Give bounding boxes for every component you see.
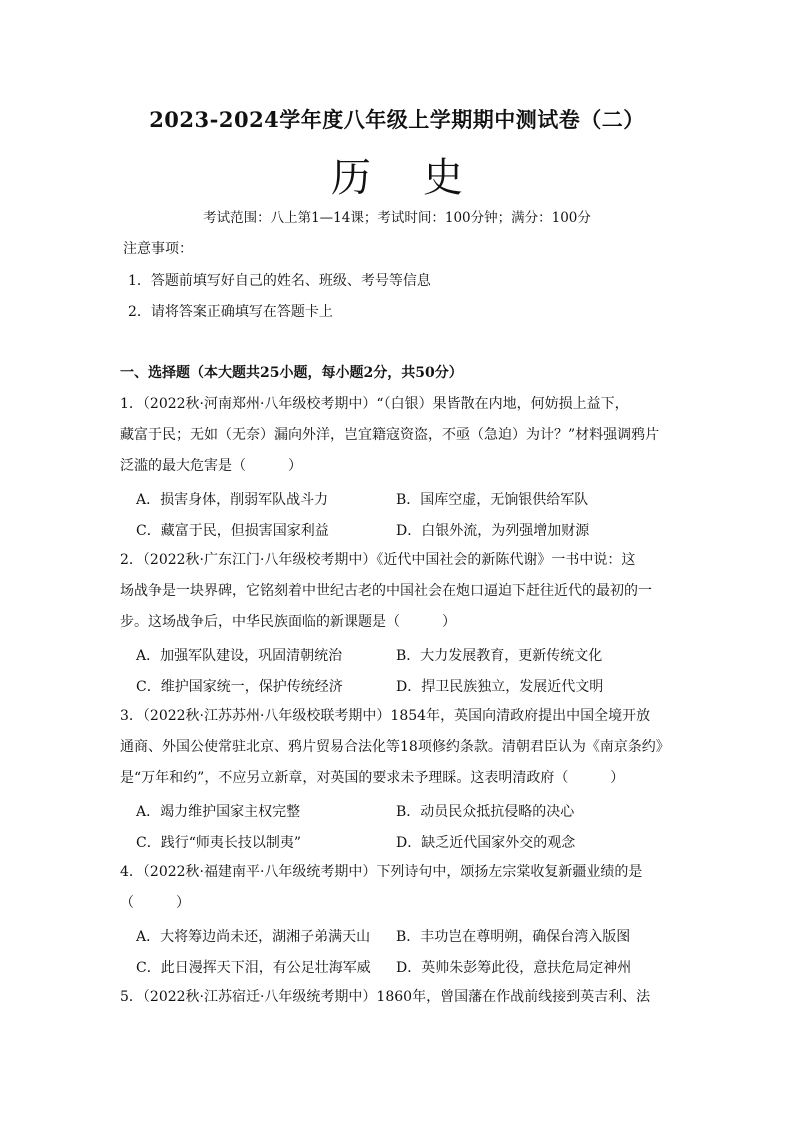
option-a: A．大将筹边尚未还，湖湘子弟满天山 <box>136 929 371 945</box>
option-c: C．此日漫挥天下泪，有公足壮海军威 <box>136 960 371 976</box>
option-c: C．践行“师夷长技以制夷” <box>136 835 302 851</box>
notice-heading: 注意事项： <box>123 241 193 257</box>
question-text-line: 2．（2022秋·广东江门·八年级校考期中）《近代中国社会的新陈代谢》一书中说：这 <box>120 552 636 568</box>
notice-item: 2．请将答案正确填写在答题卡上 <box>128 304 333 320</box>
option-d: D．捍卫民族独立，发展近代文明 <box>396 679 604 695</box>
option-a: A．加强军队建设，巩固清朝统治 <box>136 648 343 664</box>
option-b: B．国库空虚，无饷银供给军队 <box>396 492 589 508</box>
question-text-line: 5．（2022秋·江苏宿迁·八年级统考期中）1860年，曾国藩在作战前线接到英吉利、法 <box>120 989 651 1005</box>
option-b: B．动员民众抵抗侵略的决心 <box>396 804 575 820</box>
question-text-line: 是“万年和约”，不应另立新章，对英国的要求未予理睬。这表明清政府（ ） <box>120 770 625 786</box>
option-d: D．白银外流，为列强增加财源 <box>396 523 590 539</box>
option-c: C．藏富于民，但损害国家利益 <box>136 523 329 539</box>
section-heading: 一、选择题（本大题共25小题，每小题2分，共50分） <box>120 365 463 381</box>
question-text-line: 4．（2022秋·福建南平·八年级统考期中）下列诗句中，颂扬左宗棠收复新疆业绩的是 <box>120 864 643 880</box>
option-b: B．丰功岂在尊明朔，确保台湾入版图 <box>396 929 631 945</box>
question-text-line: 场战争是一块界碑，它铭刻着中世纪古老的中国社会在炮口逼迫下赶往近代的最初的一 <box>120 583 652 599</box>
option-d: D．英帅朱彭筹此役，意扶危局定神州 <box>396 960 632 976</box>
question-text-line: 3．（2022秋·江苏苏州·八年级校联考期中）1854年，英国向清政府提出中国全境开放 <box>120 708 651 724</box>
question-text-line: 步。这场战争后，中华民族面临的新课题是（ ） <box>120 614 456 630</box>
option-d: D．缺乏近代国家外交的观念 <box>396 835 576 851</box>
option-a: A．损害身体，削弱军队战斗力 <box>136 492 329 508</box>
notice-item: 1．答题前填写好自己的姓名、班级、考号等信息 <box>128 273 431 289</box>
question-text-line: 藏富于民；无如（无奈）漏向外洋，岂宜籍寇资盗，不亟（急迫）为计？”材料强调鸦片 <box>120 427 660 443</box>
exam-info: 考试范围：八上第1—14课；考试时间：100分钟；满分：100分 <box>203 210 591 226</box>
question-text-line: 泛滥的最大危害是（ ） <box>120 458 302 474</box>
question-text-line: 1．（2022秋·河南郑州·八年级校考期中）“（白银）果皆散在内地，何妨损上益下， <box>120 396 629 412</box>
exam-title: 2023-2024学年度八年级上学期期中测试卷（二） <box>149 107 645 132</box>
subject-title: 历史 <box>331 155 515 201</box>
question-text-line: 通商、外国公使常驻北京、鸦片贸易合法化等18项修约条款。清朝君臣认为《南京条约》 <box>120 739 670 755</box>
option-b: B．大力发展教育，更新传统文化 <box>396 648 603 664</box>
option-c: C．维护国家统一，保护传统经济 <box>136 679 343 695</box>
option-a: A．竭力维护国家主权完整 <box>136 804 301 820</box>
question-text-line: （ ） <box>120 895 190 911</box>
